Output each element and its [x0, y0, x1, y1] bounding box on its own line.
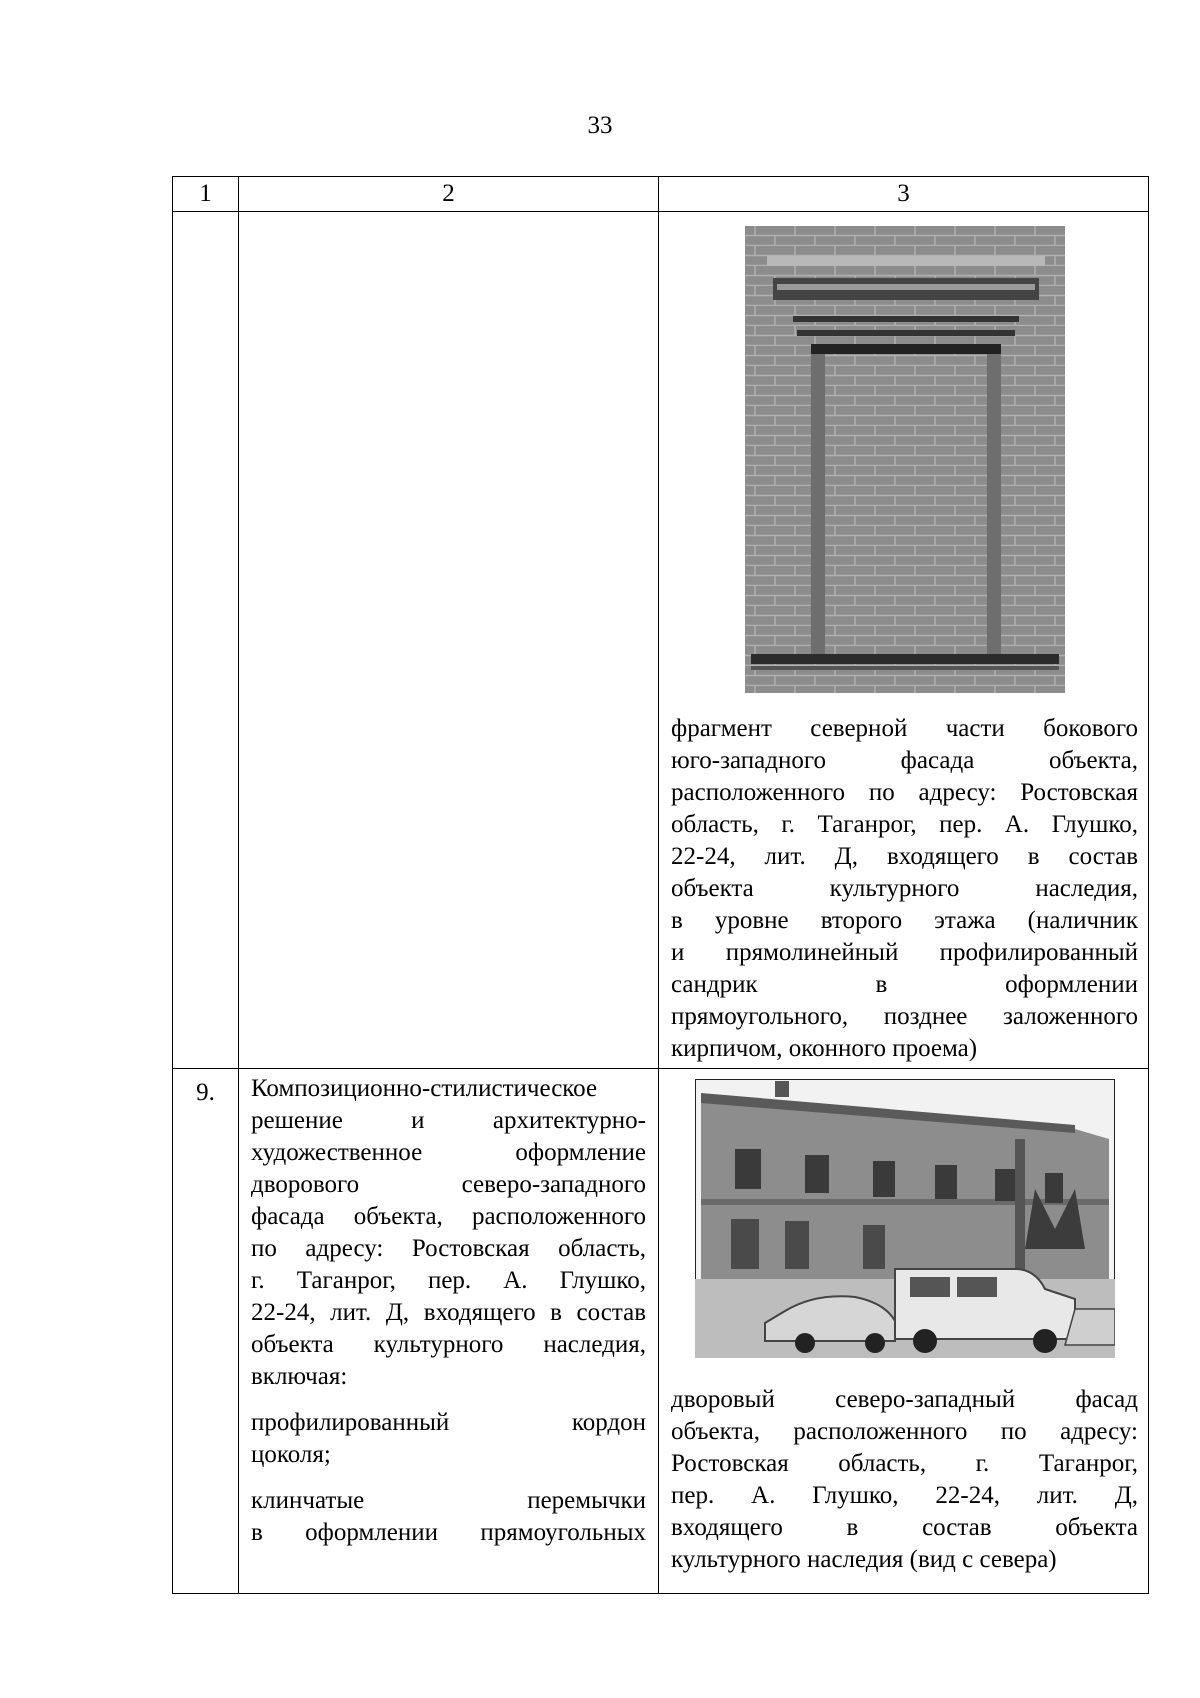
header-col-2: 2 [239, 177, 659, 212]
description-line: дворового северо-западного [251, 1171, 646, 1198]
window-facade-photo-icon [745, 226, 1065, 693]
photo-caption-9 [671, 1384, 1138, 1576]
caption-line: фрагмент северной части бокового [671, 715, 1138, 742]
caption-line: прямоугольного, позднее заложенного [671, 1003, 1138, 1030]
cell-photo-caption [659, 212, 1149, 1069]
description-line: Композиционно-стилистическое [251, 1075, 598, 1102]
description-line: фасада объекта, расположенного [251, 1203, 646, 1230]
description-line: 22-24, лит. Д, входящего в состав [251, 1299, 646, 1326]
row-number: 9. [173, 1069, 239, 1594]
list-item [251, 1407, 646, 1471]
photo-caption-1 [671, 713, 1138, 1065]
caption-line: входящего в состав объекта [671, 1514, 1138, 1541]
item-line: цоколя; [251, 1441, 331, 1468]
description-line: объекта культурного наследия, [251, 1331, 646, 1358]
caption-line: дворовый северо-западный фасад [671, 1386, 1138, 1413]
caption-line: и прямолинейный профилированный [671, 939, 1138, 966]
caption-line: объекта культурного наследия, [671, 875, 1138, 902]
heritage-table [172, 176, 1149, 1594]
table-header-row [173, 177, 1149, 212]
caption-line: объекта, расположенного по адресу: [671, 1418, 1138, 1445]
description-intro [251, 1073, 646, 1393]
caption-line: культурного наследия (вид с севера) [671, 1546, 1057, 1573]
caption-line: в уровне второго этажа (наличник [671, 907, 1138, 934]
description-line: решение и архитектурно- [251, 1107, 646, 1134]
cell-description [239, 1069, 659, 1594]
table-row-continuation [173, 212, 1149, 1069]
item-line: профилированный кордон [251, 1409, 646, 1436]
caption-line: область, г. Таганрог, пер. А. Глушко, [671, 811, 1138, 838]
caption-line: Ростовская область, г. Таганрог, [671, 1450, 1138, 1477]
caption-line: юго-западного фасада объекта, [671, 747, 1138, 774]
list-item [251, 1485, 646, 1549]
caption-line: пер. А. Глушко, 22-24, лит. Д, [671, 1482, 1138, 1509]
description-line: по адресу: Ростовская область, [251, 1235, 646, 1262]
caption-line: расположенного по адресу: Ростовская [671, 779, 1138, 806]
item-line: в оформлении прямоугольных [251, 1519, 646, 1546]
caption-line: кирпичом, оконного проема) [671, 1035, 978, 1062]
header-col-3: 3 [659, 177, 1149, 212]
cell-number-empty [173, 212, 239, 1069]
table-row-9 [173, 1069, 1149, 1594]
description-line: г. Таганрог, пер. А. Глушко, [251, 1267, 646, 1294]
building-facade-photo-icon [695, 1079, 1115, 1358]
description-line: включая: [251, 1363, 348, 1390]
description-line: художественное оформление [251, 1139, 646, 1166]
header-col-1: 1 [173, 177, 239, 212]
cell-description-empty [239, 212, 659, 1069]
item-line: клинчатые перемычки [251, 1487, 646, 1514]
caption-line: 22-24, лит. Д, входящего в состав [671, 843, 1138, 870]
page-number: 33 [587, 112, 613, 139]
caption-line: сандрик в оформлении [671, 971, 1138, 998]
cell-photo-caption-9 [659, 1069, 1149, 1594]
